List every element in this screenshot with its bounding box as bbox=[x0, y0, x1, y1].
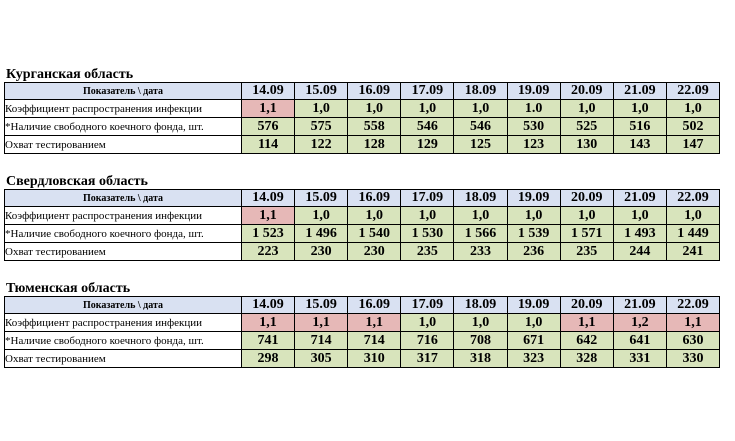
value-cell: 1 566 bbox=[454, 225, 507, 243]
date-header-cell: 22.09 bbox=[666, 190, 719, 207]
table-row bbox=[5, 225, 720, 243]
table-header-row bbox=[5, 297, 720, 314]
value-cell-alert: 1,1 bbox=[295, 314, 348, 332]
date-header-cell: 19.09 bbox=[507, 83, 560, 100]
row-label-cell: *Наличие свободного коечного фонда, шт. bbox=[5, 118, 242, 136]
value-cell: 708 bbox=[454, 332, 507, 350]
date-header-cell: 15.09 bbox=[295, 83, 348, 100]
value-cell-alert: 1,1 bbox=[560, 314, 613, 332]
date-header-cell: 16.09 bbox=[348, 190, 401, 207]
value-cell: 241 bbox=[666, 243, 719, 261]
value-cell: 546 bbox=[454, 118, 507, 136]
date-header-cell: 18.09 bbox=[454, 297, 507, 314]
value-cell: 129 bbox=[401, 136, 454, 154]
table-row bbox=[5, 332, 720, 350]
value-cell: 558 bbox=[348, 118, 401, 136]
date-header-cell: 18.09 bbox=[454, 83, 507, 100]
table-row bbox=[5, 243, 720, 261]
value-cell: 1,0 bbox=[454, 100, 507, 118]
value-cell: 318 bbox=[454, 350, 507, 368]
date-header-cell: 16.09 bbox=[348, 83, 401, 100]
row-label-cell: *Наличие свободного коечного фонда, шт. bbox=[5, 225, 242, 243]
value-cell: 714 bbox=[348, 332, 401, 350]
value-cell: 330 bbox=[666, 350, 719, 368]
value-cell: 236 bbox=[507, 243, 560, 261]
value-cell: 1,0 bbox=[613, 100, 666, 118]
value-cell: 1,0 bbox=[560, 100, 613, 118]
value-cell: 1,0 bbox=[295, 100, 348, 118]
value-cell-alert: 1,1 bbox=[242, 314, 295, 332]
date-header-cell: 14.09 bbox=[242, 297, 295, 314]
value-cell: 530 bbox=[507, 118, 560, 136]
value-cell: 328 bbox=[560, 350, 613, 368]
value-cell: 1,0 bbox=[613, 207, 666, 225]
value-cell: 1,0 bbox=[454, 314, 507, 332]
value-cell: 1,0 bbox=[454, 207, 507, 225]
table-header-row bbox=[5, 83, 720, 100]
date-header-cell: 18.09 bbox=[454, 190, 507, 207]
region-title: Тюменская область bbox=[6, 281, 131, 296]
region-table bbox=[4, 189, 720, 261]
value-cell: 1 493 bbox=[613, 225, 666, 243]
value-cell: 1,0 bbox=[666, 100, 719, 118]
header-label-cell: Показатель \ дата bbox=[5, 83, 242, 100]
date-header-cell: 19.09 bbox=[507, 190, 560, 207]
row-label-cell: Коэффициент распространения инфекции bbox=[5, 100, 242, 118]
date-header-cell: 15.09 bbox=[295, 297, 348, 314]
date-header-cell: 14.09 bbox=[242, 83, 295, 100]
value-cell: 575 bbox=[295, 118, 348, 136]
value-cell: 1,0 bbox=[560, 207, 613, 225]
date-header-cell: 17.09 bbox=[401, 83, 454, 100]
value-cell: 323 bbox=[507, 350, 560, 368]
value-cell: 576 bbox=[242, 118, 295, 136]
value-cell: 741 bbox=[242, 332, 295, 350]
value-cell: 1 539 bbox=[507, 225, 560, 243]
row-label-cell: Охват тестированием bbox=[5, 136, 242, 154]
region-block bbox=[4, 67, 720, 154]
row-label-cell: Охват тестированием bbox=[5, 243, 242, 261]
date-header-cell: 20.09 bbox=[560, 297, 613, 314]
value-cell-alert: 1,1 bbox=[242, 100, 295, 118]
table-row bbox=[5, 314, 720, 332]
table-row bbox=[5, 136, 720, 154]
value-cell: 1 530 bbox=[401, 225, 454, 243]
value-cell: 1 496 bbox=[295, 225, 348, 243]
value-cell: 1 540 bbox=[348, 225, 401, 243]
value-cell: 317 bbox=[401, 350, 454, 368]
date-header-cell: 21.09 bbox=[613, 190, 666, 207]
value-cell: 546 bbox=[401, 118, 454, 136]
value-cell: 1,0 bbox=[401, 100, 454, 118]
value-cell-alert: 1,1 bbox=[666, 314, 719, 332]
value-cell: 298 bbox=[242, 350, 295, 368]
table-row bbox=[5, 118, 720, 136]
value-cell: 1,0 bbox=[401, 207, 454, 225]
table-row bbox=[5, 350, 720, 368]
value-cell: 630 bbox=[666, 332, 719, 350]
value-cell: 642 bbox=[560, 332, 613, 350]
header-label-cell: Показатель \ дата bbox=[5, 297, 242, 314]
value-cell: 223 bbox=[242, 243, 295, 261]
value-cell: 331 bbox=[613, 350, 666, 368]
value-cell: 1,0 bbox=[348, 207, 401, 225]
date-header-cell: 17.09 bbox=[401, 190, 454, 207]
value-cell: 1.0 bbox=[507, 100, 560, 118]
value-cell: 516 bbox=[613, 118, 666, 136]
value-cell: 235 bbox=[560, 243, 613, 261]
date-header-cell: 19.09 bbox=[507, 297, 560, 314]
row-label-cell: Коэффициент распространения инфекции bbox=[5, 314, 242, 332]
value-cell-alert: 1,1 bbox=[348, 314, 401, 332]
date-header-cell: 21.09 bbox=[613, 83, 666, 100]
date-header-cell: 21.09 bbox=[613, 297, 666, 314]
value-cell: 143 bbox=[613, 136, 666, 154]
value-cell: 123 bbox=[507, 136, 560, 154]
value-cell: 716 bbox=[401, 332, 454, 350]
table-header-row bbox=[5, 190, 720, 207]
value-cell: 1,0 bbox=[507, 207, 560, 225]
value-cell: 235 bbox=[401, 243, 454, 261]
region-table bbox=[4, 296, 720, 368]
value-cell: 1,0 bbox=[666, 207, 719, 225]
value-cell-alert: 1,2 bbox=[613, 314, 666, 332]
date-header-cell: 22.09 bbox=[666, 297, 719, 314]
value-cell: 714 bbox=[295, 332, 348, 350]
value-cell: 1 449 bbox=[666, 225, 719, 243]
date-header-cell: 22.09 bbox=[666, 83, 719, 100]
value-cell: 310 bbox=[348, 350, 401, 368]
date-header-cell: 15.09 bbox=[295, 190, 348, 207]
value-cell: 641 bbox=[613, 332, 666, 350]
date-header-cell: 17.09 bbox=[401, 297, 454, 314]
date-header-cell: 20.09 bbox=[560, 190, 613, 207]
row-label-cell: *Наличие свободного коечного фонда, шт. bbox=[5, 332, 242, 350]
row-label-cell: Охват тестированием bbox=[5, 350, 242, 368]
value-cell-alert: 1,1 bbox=[242, 207, 295, 225]
table-row bbox=[5, 100, 720, 118]
value-cell: 502 bbox=[666, 118, 719, 136]
value-cell: 244 bbox=[613, 243, 666, 261]
value-cell: 128 bbox=[348, 136, 401, 154]
value-cell: 1,0 bbox=[401, 314, 454, 332]
region-title: Свердловская область bbox=[6, 174, 148, 189]
value-cell: 130 bbox=[560, 136, 613, 154]
value-cell: 147 bbox=[666, 136, 719, 154]
date-header-cell: 14.09 bbox=[242, 190, 295, 207]
region-block bbox=[4, 281, 720, 368]
value-cell: 114 bbox=[242, 136, 295, 154]
value-cell: 1 523 bbox=[242, 225, 295, 243]
value-cell: 1,0 bbox=[507, 314, 560, 332]
value-cell: 1,0 bbox=[348, 100, 401, 118]
value-cell: 671 bbox=[507, 332, 560, 350]
value-cell: 305 bbox=[295, 350, 348, 368]
region-block bbox=[4, 174, 720, 261]
value-cell: 230 bbox=[348, 243, 401, 261]
value-cell: 230 bbox=[295, 243, 348, 261]
date-header-cell: 16.09 bbox=[348, 297, 401, 314]
value-cell: 233 bbox=[454, 243, 507, 261]
value-cell: 122 bbox=[295, 136, 348, 154]
header-label-cell: Показатель \ дата bbox=[5, 190, 242, 207]
region-title: Курганская область bbox=[6, 67, 134, 82]
row-label-cell: Коэффициент распространения инфекции bbox=[5, 207, 242, 225]
value-cell: 1 571 bbox=[560, 225, 613, 243]
value-cell: 1,0 bbox=[295, 207, 348, 225]
value-cell: 125 bbox=[454, 136, 507, 154]
date-header-cell: 20.09 bbox=[560, 83, 613, 100]
table-row bbox=[5, 207, 720, 225]
region-table bbox=[4, 82, 720, 154]
value-cell: 525 bbox=[560, 118, 613, 136]
